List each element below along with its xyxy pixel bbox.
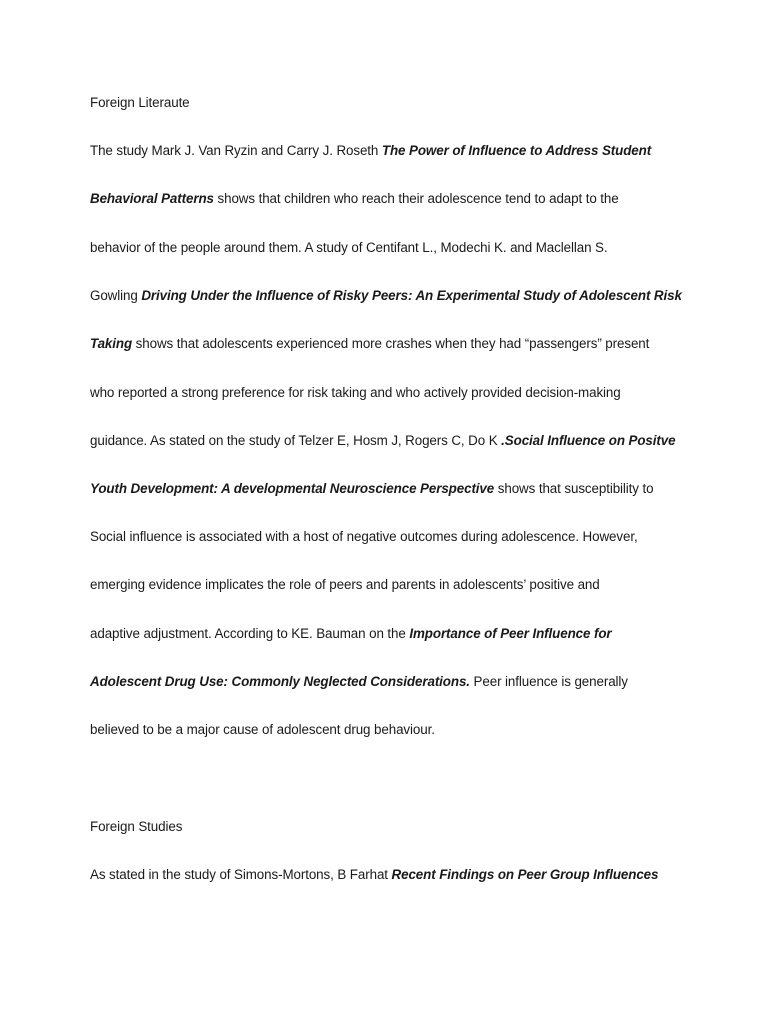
text-run: Peer influence is generally (469, 674, 628, 689)
paragraph-line (90, 625, 612, 643)
paragraph-line (90, 673, 628, 691)
italic-title-run: The Power of Influence to Address Student (381, 143, 652, 158)
paragraph-line (90, 239, 607, 257)
text-run: adaptive adjustment. According to KE. Bauman on the (90, 626, 410, 641)
text-run: who reported a strong preference for risk taking and who actively provided decision-making (90, 385, 621, 400)
italic-title-run: Taking (90, 336, 133, 351)
text-run: shows that children who reach their adolescence tend to adapt to the (213, 191, 619, 206)
paragraph-line (90, 384, 621, 402)
paragraph-line (90, 142, 651, 160)
paragraph-line (90, 576, 600, 594)
italic-title-run: Adolescent Drug Use: Commonly Neglected Considerations. (90, 674, 470, 689)
text-run: The study Mark J. Van Ryzin and Carry J. Roseth (90, 143, 382, 158)
text-run: Social influence is associated with a host of negative outcomes during adolescence. However, (90, 529, 638, 544)
text-run: shows that susceptibility to (494, 481, 654, 496)
paragraph-line (90, 432, 675, 450)
text-run: guidance. As stated on the study of Telzer E, Hosm J, Rogers C, Do K (90, 433, 502, 448)
italic-title-run: Driving Under the Influence of Risky Peers: An Experimental Study of Adolescent Risk (141, 288, 682, 303)
text-run: As stated in the study of Simons-Mortons, B Farhat (90, 867, 392, 882)
italic-title-run: Youth Development: A developmental Neuroscience Perspective (90, 481, 495, 496)
paragraph-line (90, 480, 653, 498)
text-run: Gowling (90, 288, 142, 303)
text-run: believed to be a major cause of adolescent drug behaviour. (90, 722, 435, 737)
paragraph-line (90, 287, 682, 305)
paragraph-line (90, 528, 638, 546)
italic-title-run: .Social Influence on Positve (501, 433, 676, 448)
text-run: behavior of the people around them. A study of Centifant L., Modechi K. and Maclellan S. (90, 240, 608, 255)
italic-title-run: Behavioral Patterns (90, 191, 214, 206)
section-heading-foreign-studies: Foreign Studies (90, 819, 183, 834)
text-run: emerging evidence implicates the role of peers and parents in adolescents’ positive and (90, 577, 600, 592)
italic-title-run: Importance of Peer Influence for (409, 626, 612, 641)
italic-title-run: Recent Findings on Peer Group Influences (391, 867, 659, 882)
paragraph-line (90, 866, 658, 884)
section-heading-foreign-literature: Foreign Literaute (90, 95, 190, 110)
paragraph-line (90, 190, 619, 208)
paragraph-line (90, 721, 435, 739)
paragraph-line (90, 335, 649, 353)
text-run: shows that adolescents experienced more crashes when they had “passengers” present (132, 336, 650, 351)
